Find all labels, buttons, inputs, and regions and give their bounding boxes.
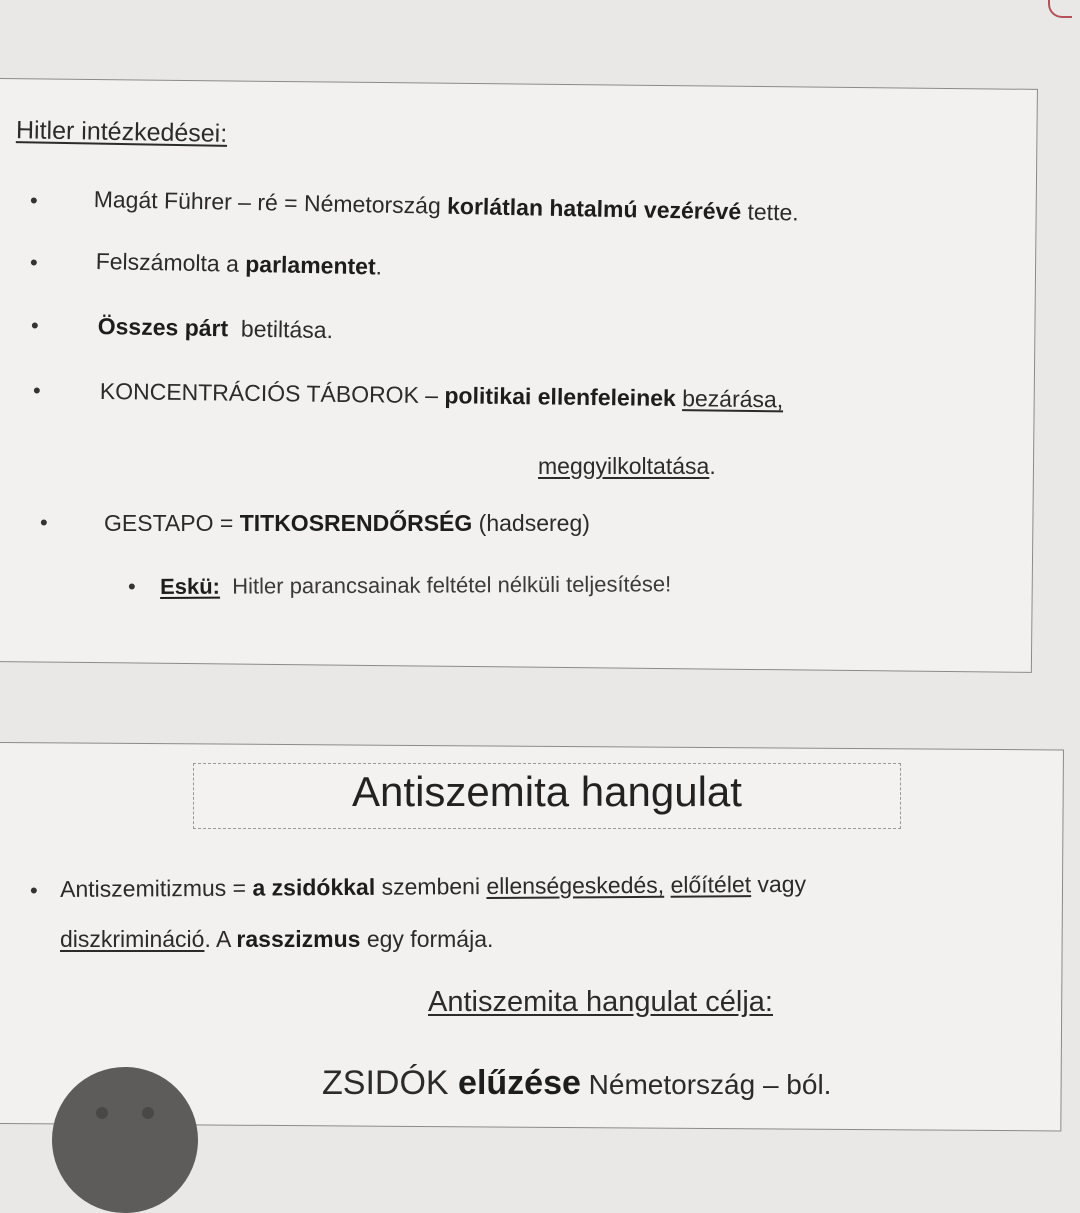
list-item: Magát Führer – ré = Németország korlátlan hatalmú vezérévé tette.: [93, 186, 799, 226]
pen-mark: [1048, 0, 1072, 18]
bullet-icon: •: [40, 510, 48, 535]
bullet-icon: •: [30, 250, 38, 275]
button-hole: [142, 1107, 154, 1119]
title-box: [193, 763, 901, 829]
definition-line: Antiszemitizmus = a zsidókkal szembeni ellenségeskedés, előítélet vagy: [60, 870, 807, 902]
bullet-icon: •: [33, 378, 41, 403]
section-heading: Hitler intézkedései:: [15, 116, 228, 148]
list-item: Felszámolta a parlamentet.: [95, 248, 383, 280]
sub-list-item: Eskü: Hitler parancsainak feltétel nélküli teljesítése!: [160, 571, 672, 599]
button-image: [52, 1067, 198, 1213]
bullet-icon: •: [128, 574, 136, 599]
list-item: GESTAPO = TITKOSRENDŐRSÉG (hadsereg): [104, 510, 590, 536]
list-item: Összes párt betiltása.: [97, 313, 334, 344]
bullet-icon: •: [30, 188, 38, 213]
bullet-icon: •: [30, 878, 38, 903]
goal-heading: Antiszemita hangulat célja:: [428, 986, 773, 1018]
list-item-continuation: meggyilkoltatása.: [538, 453, 716, 479]
definition-line-2: diszkrimináció. A rasszizmus egy formája.: [60, 926, 494, 952]
button-hole: [96, 1107, 108, 1119]
section-title: Antiszemita hangulat: [352, 768, 742, 815]
goal-text: ZSIDÓK elűzése Németország – ból.: [322, 1064, 832, 1102]
list-item: KONCENTRÁCIÓS TÁBOROK – politikai ellenfeleinek bezárása,: [99, 378, 784, 413]
bullet-icon: •: [31, 313, 39, 338]
